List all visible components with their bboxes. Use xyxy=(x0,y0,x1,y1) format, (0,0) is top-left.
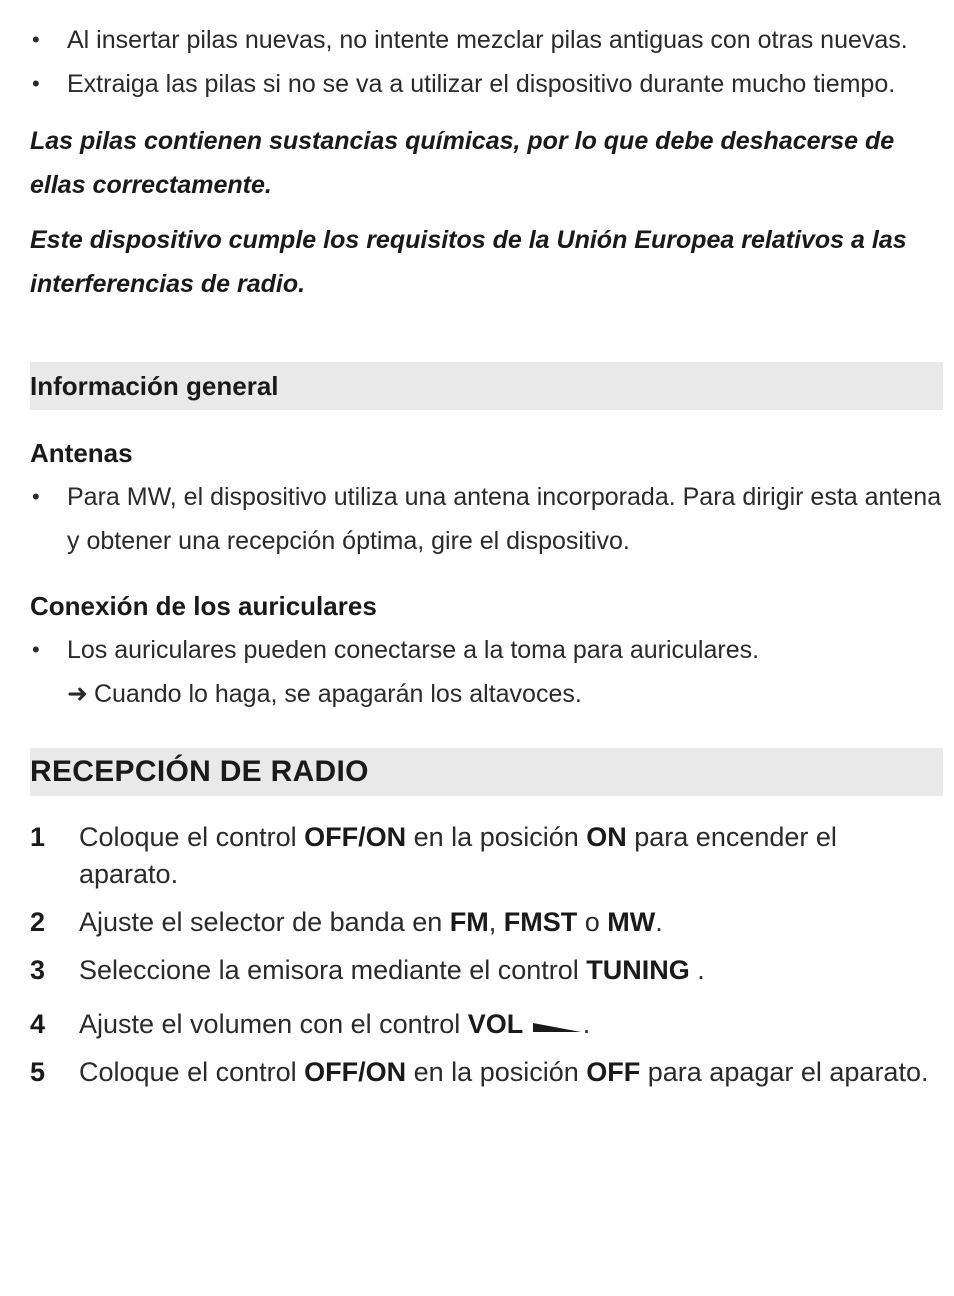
list-item-text: Los auriculares pueden conectarse a la toma para auriculares. xyxy=(67,636,760,664)
step-text: . xyxy=(582,1009,591,1039)
step-number: 2 xyxy=(30,907,46,937)
step-text: en la posición xyxy=(406,822,587,852)
bullet-icon: • xyxy=(32,27,40,52)
step-item xyxy=(30,1006,943,1043)
step-number: 4 xyxy=(30,1009,46,1039)
result-line xyxy=(67,672,943,716)
list-item xyxy=(30,628,943,716)
section-header-general xyxy=(30,362,943,410)
section-title: RECEPCIÓN DE RADIO xyxy=(30,755,369,788)
step-text: Ajuste el volumen con el control xyxy=(79,1009,468,1039)
step-number: 1 xyxy=(30,822,46,852)
list-item xyxy=(30,475,943,563)
control-name: TUNING xyxy=(586,955,690,985)
list-item-text: Al insertar pilas nuevas, no intente mezclar pilas antiguas con otras nuevas. xyxy=(67,26,908,54)
bullet-icon: • xyxy=(32,484,40,509)
step-number: 3 xyxy=(30,955,46,985)
list-item xyxy=(30,62,943,106)
list-item-text: Extraiga las pilas si no se va a utilizar el dispositivo durante mucho tiempo. xyxy=(67,70,896,98)
step-text: . xyxy=(655,907,663,937)
bullet-icon: • xyxy=(32,637,40,662)
step-text: o xyxy=(577,907,608,937)
control-name: FMST xyxy=(503,907,578,937)
control-name: MW xyxy=(607,907,656,937)
step-text: en la posición xyxy=(406,1057,587,1087)
step-item xyxy=(30,819,943,893)
step-text: , xyxy=(488,907,504,937)
arrow-right-icon: ➜ xyxy=(67,680,88,708)
control-name: OFF xyxy=(586,1057,641,1087)
battery-warning: Las pilas contienen sustancias químicas, por lo que debe deshacerse de ellas correctamente. xyxy=(30,127,895,199)
list-item xyxy=(30,18,943,62)
control-name: FM xyxy=(449,907,489,937)
section-header-radio xyxy=(30,748,943,796)
step-text: para apagar el aparato. xyxy=(640,1057,929,1087)
auriculares-list xyxy=(30,628,943,716)
control-name: ON xyxy=(586,822,627,852)
antenas-list xyxy=(30,475,943,563)
step-item xyxy=(30,1054,943,1091)
list-item-text: Para MW, el dispositivo utiliza una antena incorporada. Para dirigir esta antena y obtener una recepción óptima, gire el dispositivo. xyxy=(67,483,942,555)
step-item xyxy=(30,952,943,989)
step-text: Coloque el control xyxy=(79,822,305,852)
section-title: Información general xyxy=(30,370,279,401)
bullet-icon: • xyxy=(32,71,40,96)
control-name: OFF/ON xyxy=(304,822,407,852)
step-text: Seleccione la emisora mediante el control xyxy=(79,955,587,985)
subheading-antenas: Antenas xyxy=(30,438,133,468)
control-name: VOL xyxy=(467,1009,524,1039)
document-page xyxy=(30,18,943,1102)
step-text: . xyxy=(689,955,705,985)
precautions-list xyxy=(30,18,943,106)
step-text: Coloque el control xyxy=(79,1057,305,1087)
radio-steps-list xyxy=(30,819,943,1091)
control-name: OFF/ON xyxy=(304,1057,407,1087)
eu-compliance-warning: Este dispositivo cumple los requisitos de la Unión Europea relativos a las interferencias de radio. xyxy=(30,226,907,298)
step-text: Ajuste el selector de banda en xyxy=(79,907,450,937)
step-number: 5 xyxy=(30,1057,46,1087)
step-text: para encender el aparato. xyxy=(79,822,837,889)
volume-wedge-icon xyxy=(531,1019,583,1033)
step-item xyxy=(30,904,943,941)
result-text: Cuando lo haga, se apagarán los altavoces. xyxy=(93,680,582,708)
subheading-auriculares: Conexión de los auriculares xyxy=(30,591,377,621)
